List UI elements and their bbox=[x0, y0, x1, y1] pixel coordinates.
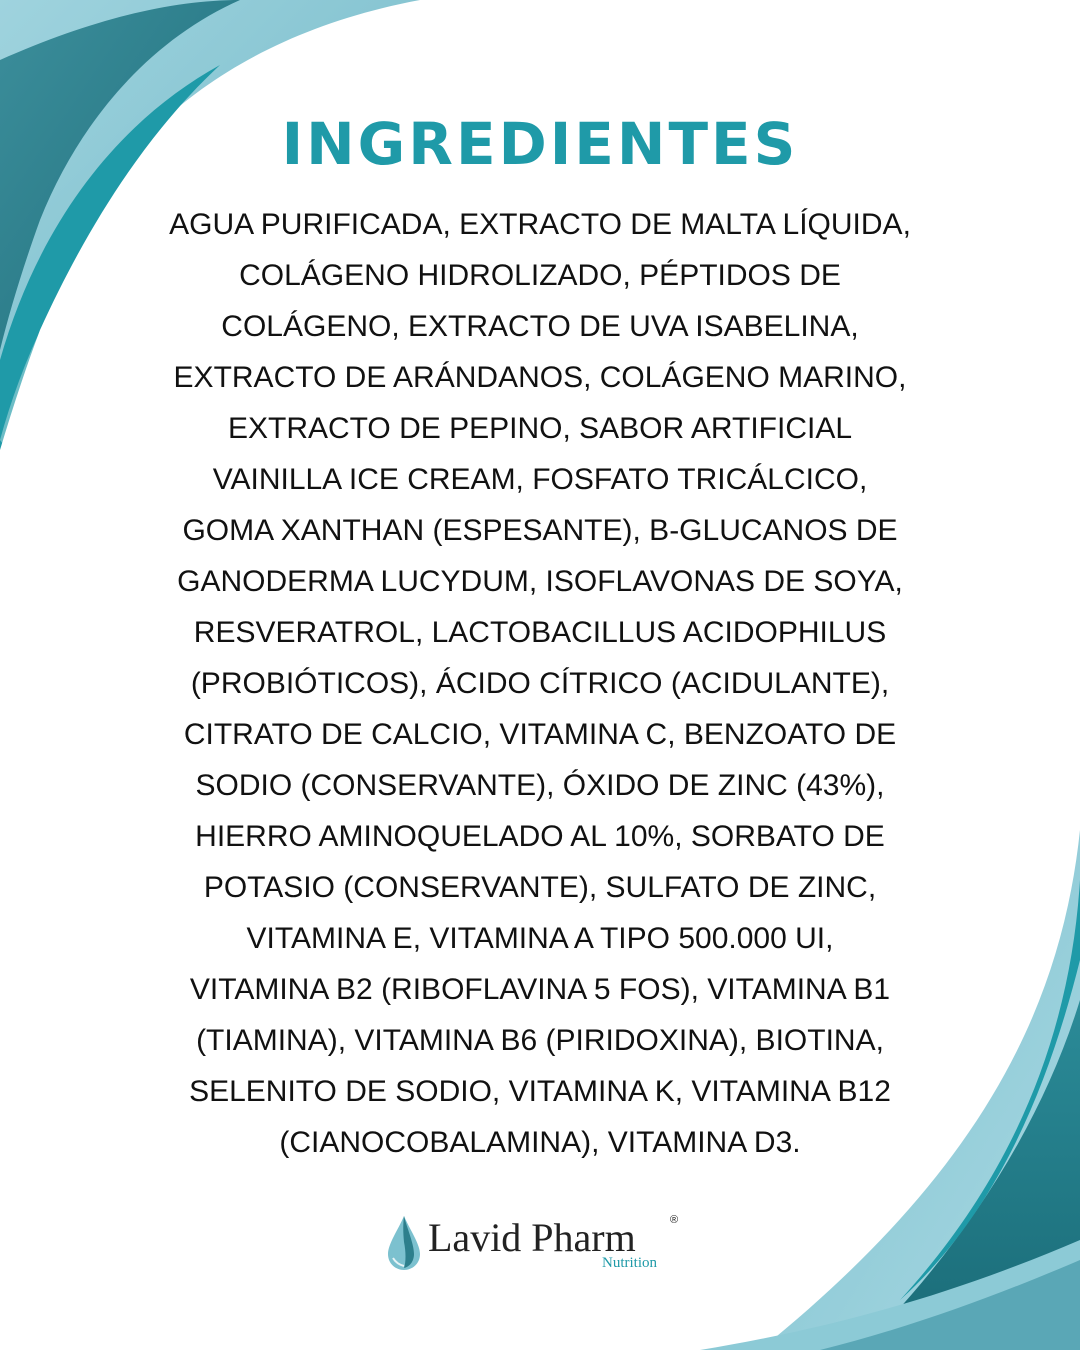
ingredient-line: EXTRACTO DE PEPINO, SABOR ARTIFICIAL bbox=[227, 412, 853, 445]
brand-subtitle: Nutrition bbox=[602, 1255, 657, 1271]
page-title: INGREDIENTES bbox=[281, 110, 799, 178]
ingredient-line: SODIO (CONSERVANTE), ÓXIDO DE ZINC (43%), bbox=[195, 769, 885, 802]
ingredient-line: VITAMINA E, VITAMINA A TIPO 500.000 UI, bbox=[246, 922, 834, 955]
ingredient-line: SELENITO DE SODIO, VITAMINA K, VITAMINA B12 bbox=[189, 1075, 891, 1108]
ingredient-line: (CIANOCOBALAMINA), VITAMINA D3. bbox=[279, 1126, 801, 1159]
ingredient-line: RESVERATROL, LACTOBACILLUS ACIDOPHILUS bbox=[193, 616, 887, 649]
ingredient-line: HIERRO AMINOQUELADO AL 10%, SORBATO DE bbox=[195, 820, 885, 853]
ingredient-line: COLÁGENO HIDROLIZADO, PÉPTIDOS DE bbox=[239, 259, 841, 292]
water-drop-icon bbox=[384, 1214, 424, 1272]
ingredient-line: (PROBIÓTICOS), ÁCIDO CÍTRICO (ACIDULANTE), bbox=[190, 667, 890, 700]
ingredient-line: POTASIO (CONSERVANTE), SULFATO DE ZINC, bbox=[203, 871, 877, 904]
ingredient-line: (TIAMINA), VITAMINA B6 (PIRIDOXINA), BIOTINA, bbox=[196, 1024, 884, 1057]
ingredient-line: CITRATO DE CALCIO, VITAMINA C, BENZOATO DE bbox=[183, 718, 897, 751]
ingredient-line: VAINILLA ICE CREAM, FOSFATO TRICÁLCICO, bbox=[212, 463, 868, 496]
brand-logo bbox=[384, 1212, 704, 1280]
brand-name: Lavid Pharm bbox=[428, 1215, 636, 1260]
ingredient-line: GANODERMA LUCYDUM, ISOFLAVONAS DE SOYA, bbox=[177, 565, 903, 598]
ingredient-line: VITAMINA B2 (RIBOFLAVINA 5 FOS), VITAMINA B1 bbox=[189, 973, 891, 1006]
ingredients-list bbox=[100, 199, 980, 1168]
ingredient-line: COLÁGENO, EXTRACTO DE UVA ISABELINA, bbox=[221, 310, 859, 343]
ingredient-line: AGUA PURIFICADA, EXTRACTO DE MALTA LÍQUIDA, bbox=[169, 208, 911, 241]
ingredient-line: GOMA XANTHAN (ESPESANTE), B-GLUCANOS DE bbox=[182, 514, 898, 547]
registered-mark: ® bbox=[670, 1214, 679, 1226]
ingredient-line: EXTRACTO DE ARÁNDANOS, COLÁGENO MARINO, bbox=[173, 361, 907, 394]
